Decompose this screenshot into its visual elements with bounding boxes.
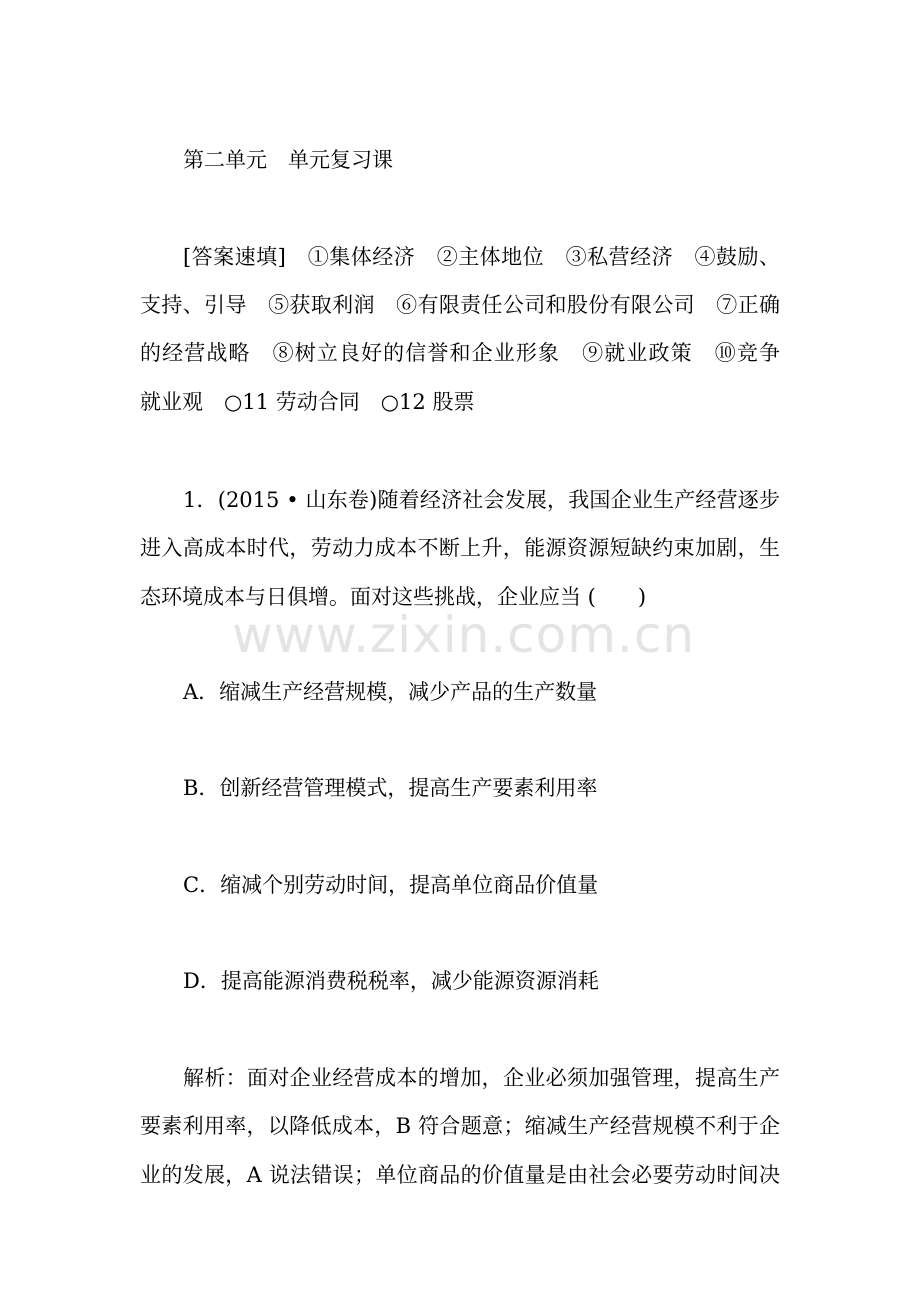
analysis-line-1: 解析：面对企业经营成本的增加，企业必须加强管理，提高生产 — [183, 1066, 780, 1090]
question-line-1: 1．(2015 • 山东卷)随着经济社会发展，我国企业生产经营逐步 — [183, 488, 780, 512]
watermark: www.zixin.com.cn — [232, 606, 696, 664]
option-b: B．创新经营管理模式，提高生产要素利用率 — [183, 776, 598, 800]
analysis-line-2: 要素利用率，以降低成本，B 符合题意；缩减生产经营规模不利于企 — [140, 1114, 780, 1138]
option-a: A．缩减生产经营规模，减少产品的生产数量 — [183, 680, 598, 704]
option-c: C．缩减个别劳动时间，提高单位商品价值量 — [183, 873, 599, 897]
answer-line-3: 的经营战略 ⑧树立良好的信誉和企业形象 ⑨就业政策 ⑩竞争 — [140, 341, 780, 365]
question-line-2: 进入高成本时代，劳动力成本不断上升，能源资源短缺约束加剧，生 — [140, 536, 780, 560]
page-title: 第二单元 单元复习课 — [183, 148, 393, 172]
question-line-3: 态环境成本与日俱增。面对这些挑战，企业应当 ( ) — [140, 585, 647, 609]
analysis-line-3: 业的发展，A 说法错误；单位商品的价值量是由社会必要劳动时间决 — [140, 1163, 780, 1187]
answer-line-2: 支持、引导 ⑤获取利润 ⑥有限责任公司和股份有限公司 ⑦正确 — [140, 293, 780, 317]
answer-line-1: [答案速填] ①集体经济 ②主体地位 ③私营经济 ④鼓励、 — [183, 245, 780, 269]
option-d: D．提高能源消费税税率，减少能源资源消耗 — [183, 969, 599, 993]
answer-line-4: 就业观 ○11 劳动合同 ○12 股票 — [140, 390, 475, 414]
